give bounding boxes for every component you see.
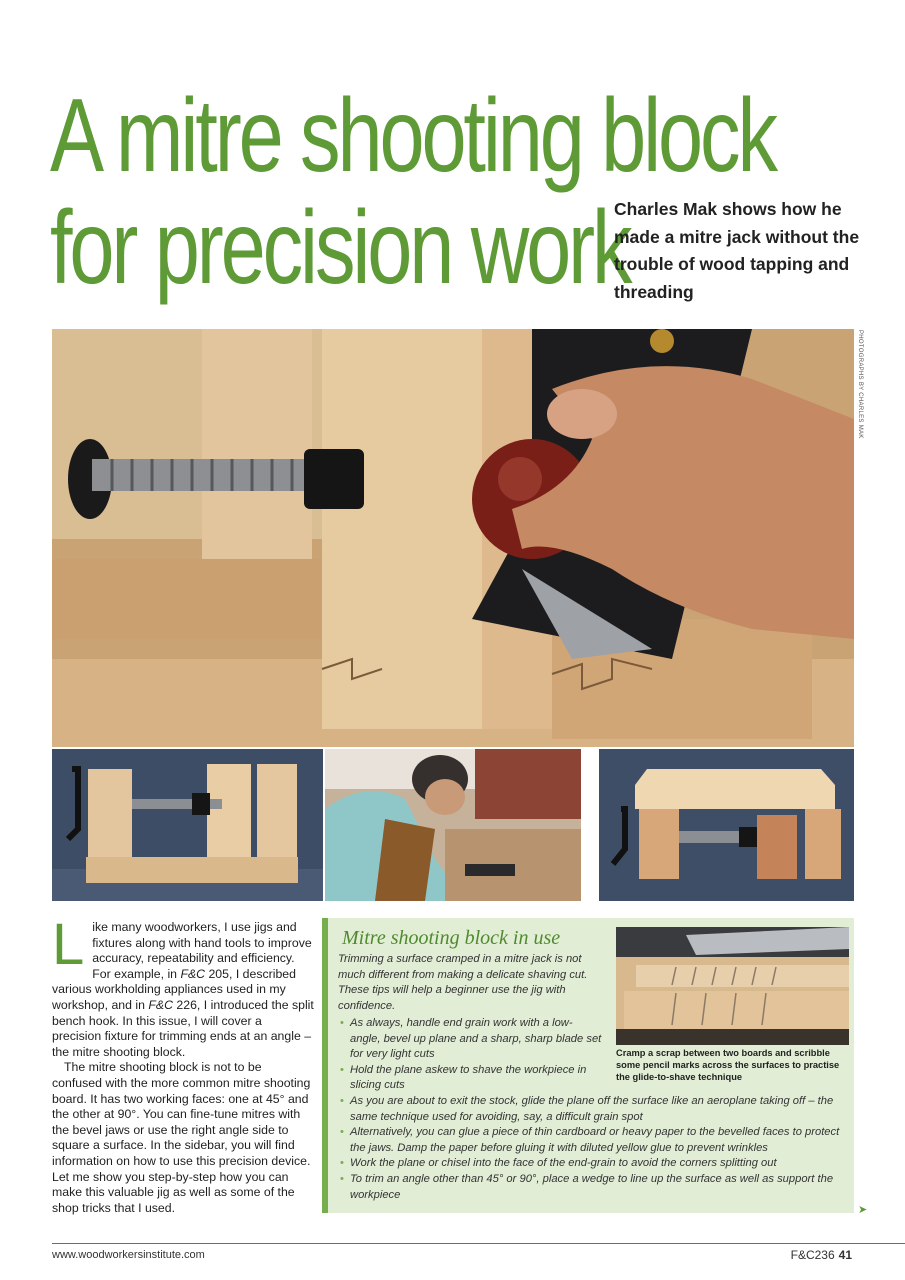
- footer-url: www.woodworkersinstitute.com: [52, 1249, 205, 1261]
- footer-rule: [52, 1243, 905, 1244]
- body-paragraph-1: [52, 912, 314, 1060]
- tip-item: • Work the plane or chisel into the face of the end-grain to avoid the corners splitting out: [338, 1156, 846, 1172]
- footer-folio: [791, 1248, 852, 1262]
- headline-line-2: for precision work: [50, 190, 630, 306]
- body-p1-c: 226, I introduced the split bench hook. In this issue, I will cover a precision fixture for trimming ends at an angle – the mitre shooting block.: [52, 997, 314, 1059]
- tip-item: • As always, handle end grain work with a low-angle, bevel up plane and a sharp, sharp blade set for very light cuts: [338, 1016, 602, 1063]
- body-text: [52, 912, 314, 1216]
- thumb-photo-jack-front: [52, 749, 323, 901]
- thumb-photo-woodworker-at-bench: [325, 749, 581, 901]
- sidebar-box: [322, 918, 854, 1213]
- photo-credit: PHOTOGRAPHS BY CHARLES MAK: [857, 330, 863, 439]
- continue-arrow-icon: ➤: [858, 1204, 868, 1216]
- tip-item: • Alternatively, you can glue a piece of thin cardboard or heavy paper to the bevelled faces to protect the jaws. Damp the paper before gluing it with diluted yellow glue to prevent wrinkles: [338, 1125, 846, 1156]
- sidebar-tips-wide: [338, 1094, 846, 1203]
- sidebar-photo-practice-boards: [616, 927, 849, 1045]
- sidebar-title: Mitre shooting block in use: [342, 927, 561, 949]
- tip-item: • As you are about to exit the stock, glide the plane off the surface like an aeroplane taking off – the same technique used for avoiding, say, a difficult grain spot: [338, 1094, 846, 1125]
- thumb-photo-jack-top-view: [599, 749, 854, 901]
- body-paragraph-2: The mitre shooting block is not to be confused with the more common mitre shooting board. It has two working faces: one at 45° and the other at 90°. You can fine-tune mitres with the bevel jaws or use the right angle side to square a surface. In the sidebar, you will find information on how to use this precision device. Let me show you step-by-step how you can make this valuable jig as well as some of the shop tricks that I used.: [52, 1060, 311, 1215]
- footer-issue: F&C236: [790, 1248, 835, 1262]
- sidebar-photo-caption: Cramp a scrap between two boards and scribble some pencil marks across the surfaces to practise the glide-to-shave technique: [616, 1048, 840, 1083]
- tip-item: • To trim an angle other than 45° or 90°, place a wedge to line up the surface as well as support the workpiece: [338, 1172, 846, 1203]
- magazine-ref-1: F&C: [180, 966, 206, 981]
- main-photo-mitre-jack-planing: [52, 329, 854, 747]
- sidebar-intro: Trimming a surface cramped in a mitre jack is not much different from making a delicate shaving cut. These tips will help a beginner use the jig with confidence.: [338, 953, 588, 1012]
- dropcap: L: [52, 912, 85, 977]
- body-p1-a: ike many woodworkers, I use jigs and fixtures along with hand tools to improve accuracy, repeatability and efficiency. For example, in: [92, 920, 312, 981]
- standfirst: Charles Mak shows how he made a mitre jack without the trouble of wood tapping and threading: [614, 199, 860, 302]
- magazine-ref-2: F&C: [148, 997, 173, 1012]
- page-number: 41: [838, 1248, 852, 1262]
- body-p1-b: 205, I described various workholding appliances used in my workshop, and in: [52, 966, 296, 1012]
- tip-item: • Hold the plane askew to shave the workpiece in slicing cuts: [338, 1063, 602, 1094]
- sidebar-tips-narrow: [338, 1016, 602, 1094]
- headline-line-1: A mitre shooting block: [50, 78, 775, 194]
